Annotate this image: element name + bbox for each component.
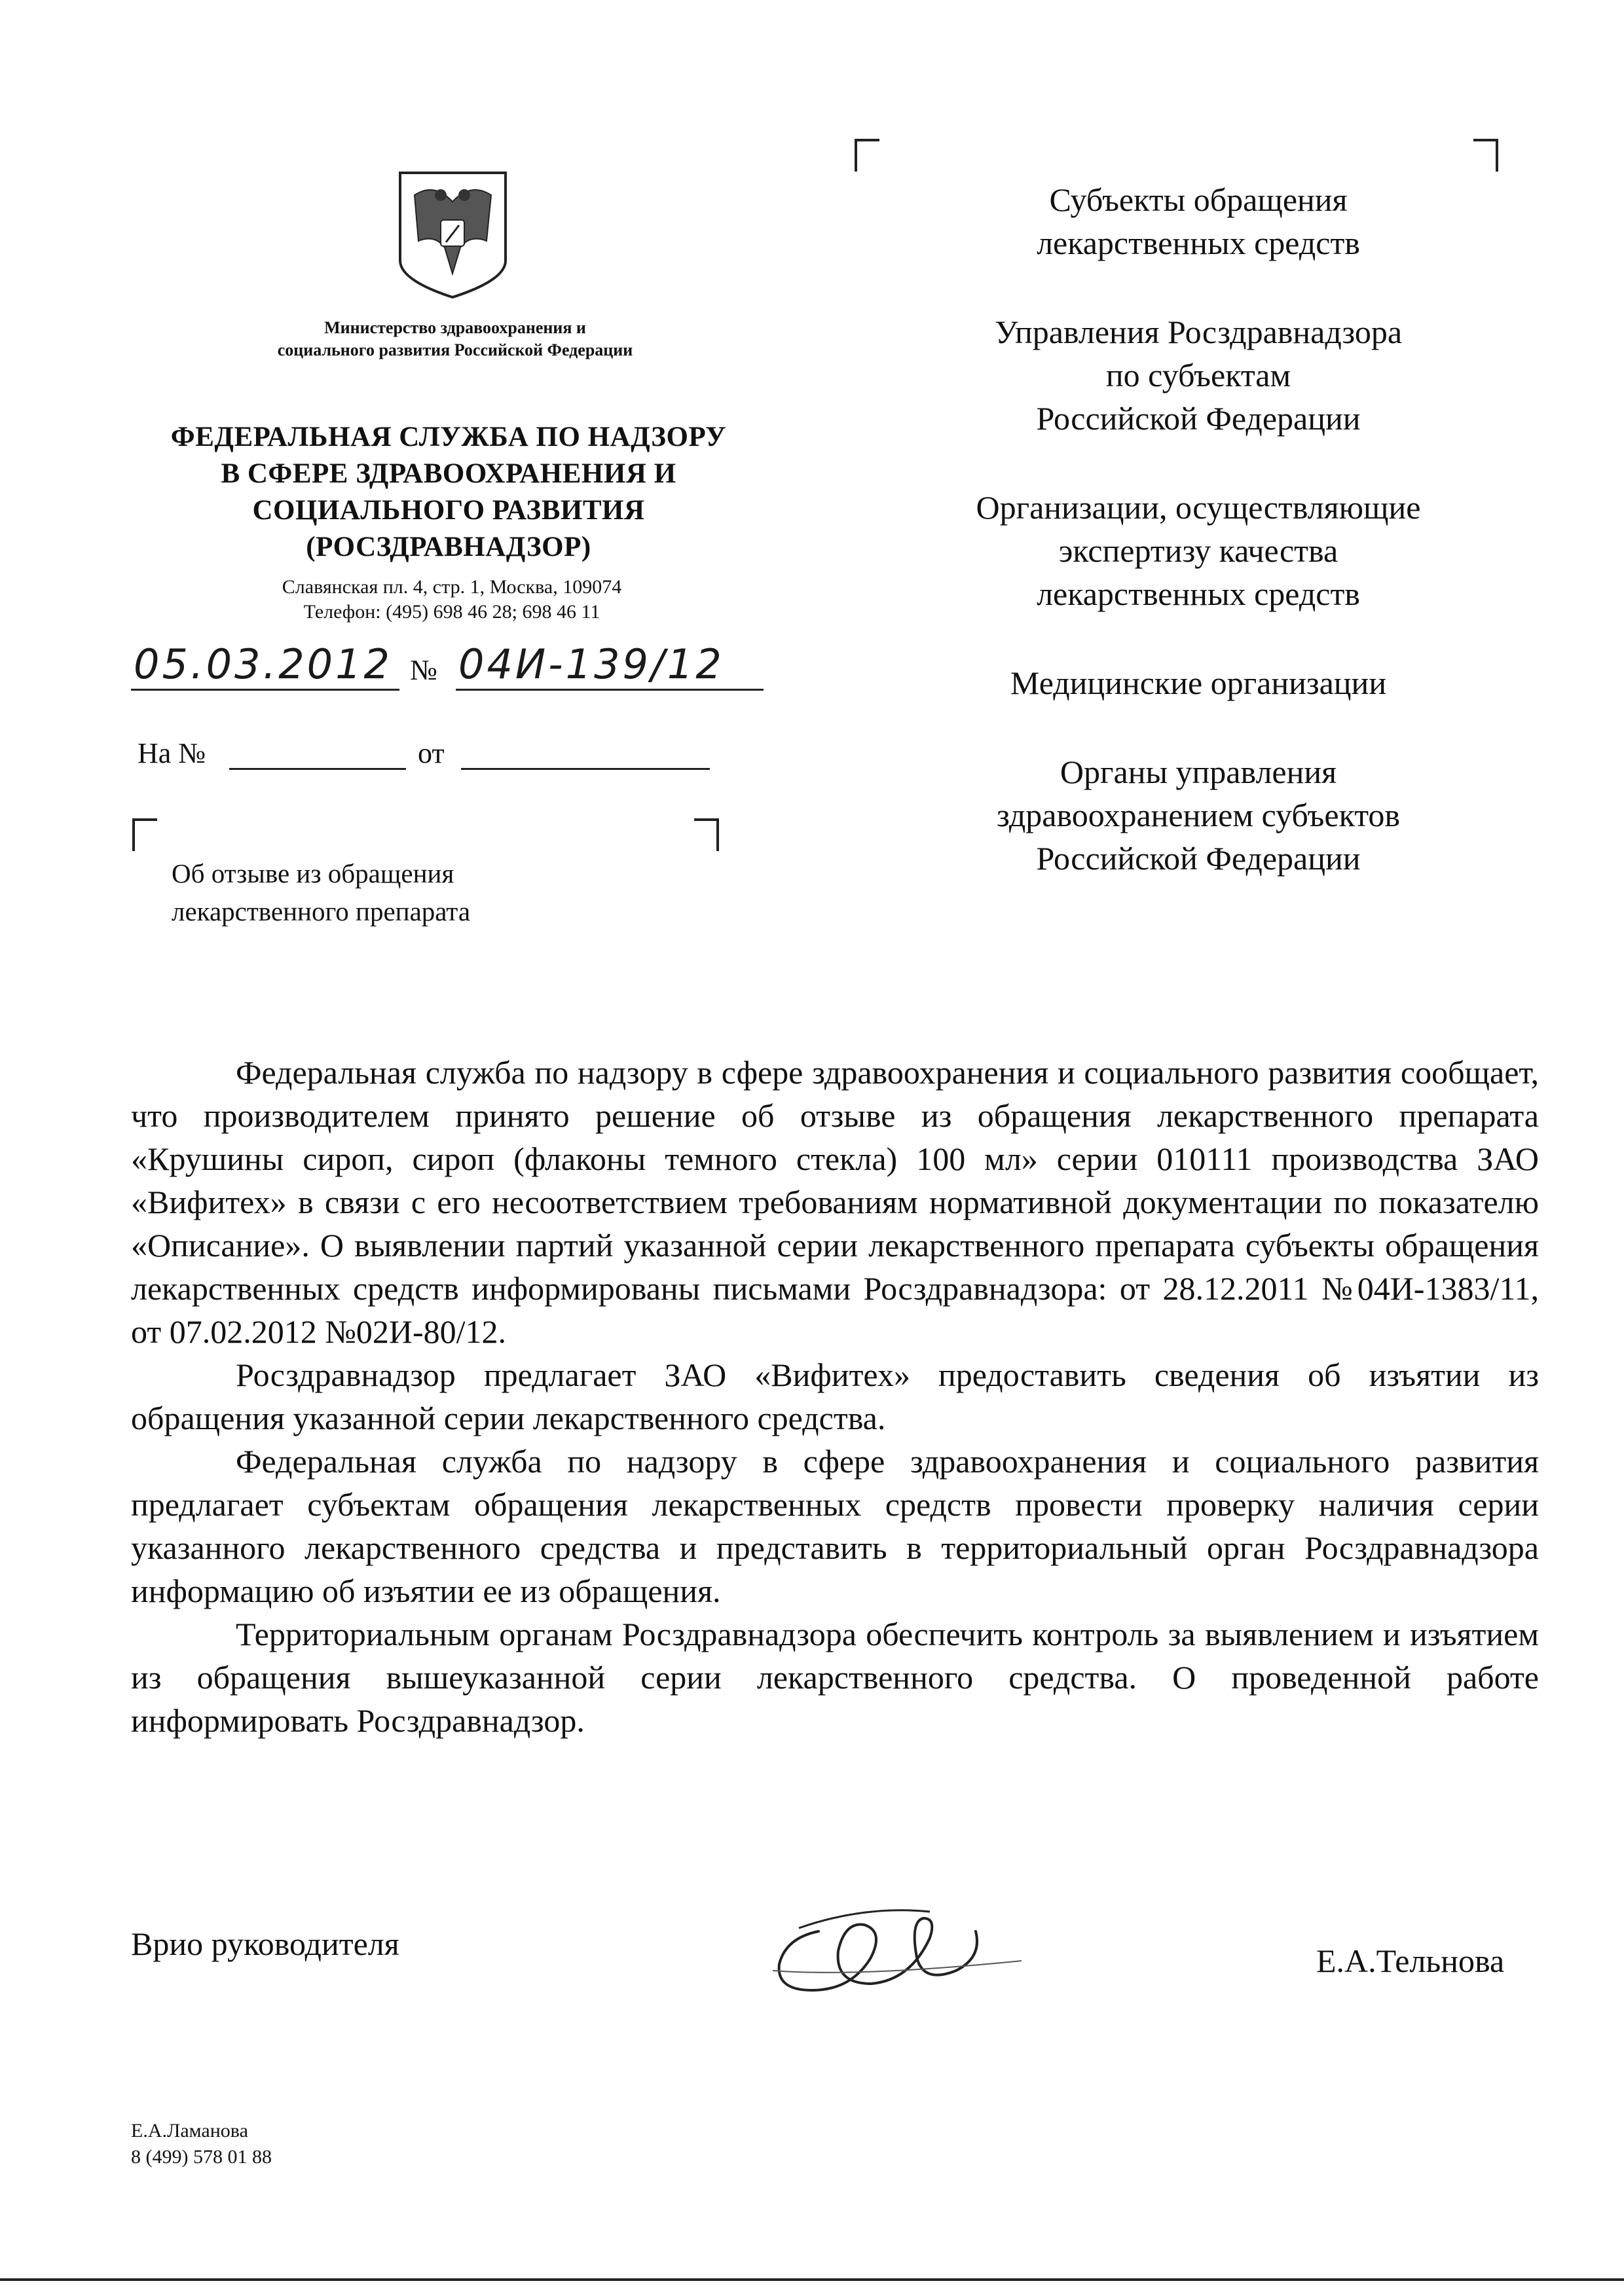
registration-line bbox=[131, 636, 786, 695]
reply-date-label: от bbox=[418, 737, 445, 769]
recipient-line: Управления Росздравнадзора bbox=[994, 314, 1403, 350]
recipient-line: Российской Федерации bbox=[1036, 400, 1361, 437]
service-phone: Телефон: (495) 698 46 28; 698 46 11 bbox=[303, 601, 600, 623]
service-line: ФЕДЕРАЛЬНАЯ СЛУЖБА ПО НАДЗОРУ bbox=[170, 422, 727, 452]
body-paragraph: Росздравнадзор предлагает ЗАО «Вифитех» предоставить сведения об изъятии из обращения указанной серии лекарственного средства. bbox=[131, 1357, 1539, 1436]
ministry-line: Министерство здравоохранения и bbox=[324, 318, 586, 337]
subject-bracket-right bbox=[694, 818, 719, 851]
body-paragraph: Федеральная служба по надзору в сфере здравоохранения и социального развития предлагает субъектам обращения лекарственных средств провести проверку наличия серии указанного лекарственного средства и представить в территориальный орган Росздравнадзора информацию об изъятии ее из обращения. bbox=[131, 1443, 1539, 1609]
recipient-line: экспертизу качества bbox=[1058, 532, 1338, 569]
ministry-name bbox=[196, 317, 714, 361]
recipient-line: лекарственных средств bbox=[1037, 225, 1360, 261]
document-number: 04И-139/12 bbox=[458, 640, 724, 688]
russian-coat-of-arms-icon bbox=[395, 169, 511, 300]
signatory-title: Врио руководителя bbox=[131, 1925, 399, 1962]
reply-reference-line bbox=[138, 737, 727, 776]
letter-body bbox=[131, 1051, 1539, 1742]
recipient-line: Российской Федерации bbox=[1036, 840, 1361, 877]
body-paragraph: Федеральная служба по надзору в сфере здравоохранения и социального развития сообщает, что производителем принято решение об отзыве из обращения лекарственного препарата «Крушины сироп, сироп (флаконы темного стекла) 100 мл» серии 010111 производства ЗАО «Вифитех» в связи с его несоответствием требованиям нормативной документации по показателю «Описание». О выявлении партий указанной серии лекарственного препарата субъекты обращения лекарственных средств информированы письмами Росздравнадзора: от 28.12.2011 №04И-1383/11, от 07.02.2012 №02И-80/12. bbox=[131, 1054, 1539, 1350]
address-bracket-left bbox=[855, 139, 879, 172]
recipient-group bbox=[904, 310, 1493, 440]
recipients-block bbox=[904, 178, 1493, 926]
recipient-group bbox=[904, 178, 1493, 264]
recipient-line: Организации, осуществляющие bbox=[976, 489, 1421, 526]
executor-phone: 8 (499) 578 01 88 bbox=[131, 2146, 272, 2168]
recipient-line: здравоохранением субъектов bbox=[996, 797, 1401, 833]
service-address-block bbox=[190, 575, 714, 625]
address-bracket-right bbox=[1473, 139, 1498, 172]
recipient-group bbox=[904, 486, 1493, 615]
service-address: Славянская пл. 4, стр. 1, Москва, 109074 bbox=[282, 576, 622, 598]
recipient-group bbox=[904, 661, 1493, 704]
subject-text: лекарственного препарата bbox=[172, 896, 471, 926]
subject-text: Об отзыве из обращения bbox=[172, 858, 454, 888]
recipient-line: лекарственных средств bbox=[1037, 575, 1360, 612]
reply-number-field bbox=[229, 768, 406, 770]
subject-line bbox=[172, 854, 597, 930]
number-sign: № bbox=[410, 654, 437, 686]
ministry-line: социального развития Российской Федерации bbox=[277, 340, 633, 359]
service-line: В СФЕРЕ ЗДРАВООХРАНЕНИЯ И bbox=[221, 458, 676, 489]
recipient-line: Субъекты обращения bbox=[1049, 181, 1348, 218]
service-line: СОЦИАЛЬНОГО РАЗВИТИЯ bbox=[252, 495, 645, 526]
recipient-line: Медицинские организации bbox=[1010, 665, 1387, 701]
recipient-group bbox=[904, 750, 1493, 880]
service-line: (РОСЗДРАВНАДЗОР) bbox=[306, 532, 591, 562]
service-name bbox=[131, 419, 766, 566]
recipient-line: Органы управления bbox=[1060, 754, 1337, 790]
executor-block bbox=[131, 2118, 272, 2170]
body-paragraph: Территориальным органам Росздравнадзора обеспечить контроль за выявлением и изъятием из обращения вышеуказанной серии лекарственного средства. О проведенной работе информировать Росздравнадзор. bbox=[131, 1616, 1539, 1739]
document-date: 05.03.2012 bbox=[134, 640, 392, 688]
handwritten-signature-icon bbox=[760, 1892, 1035, 2010]
reply-date-field bbox=[461, 768, 710, 770]
subject-bracket-left bbox=[132, 818, 157, 851]
page-bottom-edge bbox=[0, 2278, 1624, 2281]
executor-name: Е.А.Ламанова bbox=[131, 2120, 248, 2141]
reply-number-label: На № bbox=[138, 737, 206, 769]
signatory-name: Е.А.Тельнова bbox=[1316, 1942, 1505, 1979]
recipient-line: по субъектам bbox=[1105, 357, 1291, 393]
